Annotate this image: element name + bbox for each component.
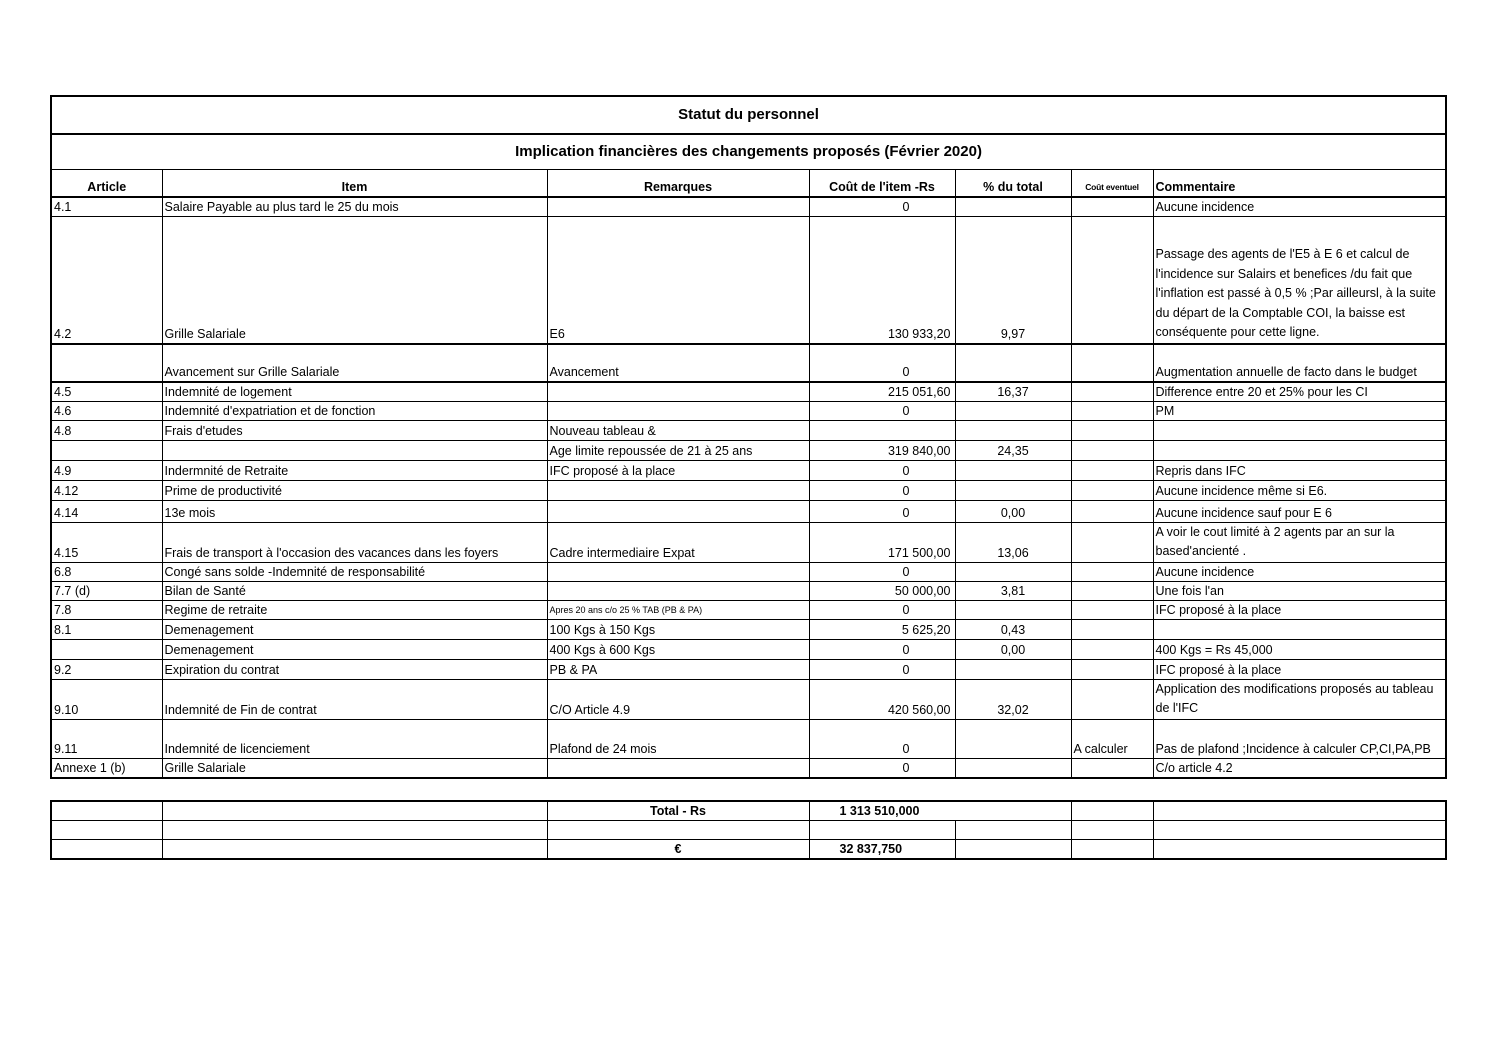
cell-pct: 24,35 [955, 440, 1071, 460]
cell-eventuel [1071, 522, 1153, 562]
cell-commentaire: Application des modifications proposés au tableau de l'IFC [1153, 679, 1446, 719]
cell-remarques: Plafond de 24 mois [547, 719, 809, 758]
header-pct: % du total [955, 170, 1071, 198]
cell-cout: 0 [809, 719, 955, 758]
header-remarques: Remarques [547, 170, 809, 198]
cell-remarques [547, 758, 809, 778]
cell-article [51, 440, 162, 460]
cell-cout: 5 625,20 [809, 619, 955, 639]
cell-cout: 0 [809, 600, 955, 619]
cell-cout: 171 500,00 [809, 522, 955, 562]
cell-remarques [547, 581, 809, 600]
cell-cout: 0 [809, 480, 955, 500]
cell-cout: 0 [809, 401, 955, 420]
cell-item: Expiration du contrat [162, 659, 547, 679]
cell-article [51, 639, 162, 659]
table-row [51, 600, 1446, 619]
cell-item: Indemnité de Fin de contrat [162, 679, 547, 719]
cell-cout: 420 560,00 [809, 679, 955, 719]
cell-pct: 9,97 [955, 217, 1071, 344]
cell-article: 4.6 [51, 401, 162, 420]
cell-commentaire: A voir le cout limité à 2 agents par an sur la based'ancienté . [1153, 522, 1446, 562]
cell-item: Grille Salariale [162, 217, 547, 344]
table-row [51, 217, 1446, 344]
table-row [51, 619, 1446, 639]
cell-pct: 32,02 [955, 679, 1071, 719]
header-article: Article [51, 170, 162, 198]
cell-eventuel [1071, 217, 1153, 344]
table-row [51, 522, 1446, 562]
cell-eventuel [1071, 500, 1153, 522]
cell-item: Bilan de Santé [162, 581, 547, 600]
cell-pct [955, 197, 1071, 217]
cell-commentaire: IFC proposé à la place [1153, 659, 1446, 679]
cell-pct [955, 719, 1071, 758]
cell-eventuel [1071, 581, 1153, 600]
cell-pct [955, 758, 1071, 778]
page-subtitle: Implication financières des changements proposés (Février 2020) [51, 134, 1446, 170]
cell-eventuel [1071, 639, 1153, 659]
cell-item: Prime de productivité [162, 480, 547, 500]
table-row [51, 480, 1446, 500]
cell-article [51, 344, 162, 382]
cell-item: Demenagement [162, 619, 547, 639]
cell-eventuel [1071, 619, 1153, 639]
cell-cout [809, 420, 955, 440]
cell-commentaire: PM [1153, 401, 1446, 420]
cell-item [162, 440, 547, 460]
table-row [51, 679, 1446, 719]
cell-pct [955, 600, 1071, 619]
cell-remarques: 400 Kgs à 600 Kgs [547, 639, 809, 659]
total-rs-label: Total - Rs [547, 801, 809, 821]
cell-remarques: Avancement [547, 344, 809, 382]
cell-commentaire [1153, 440, 1446, 460]
cell-commentaire [1153, 420, 1446, 440]
cell-commentaire: Augmentation annuelle de facto dans le budget [1153, 344, 1446, 382]
page-title: Statut du personnel [51, 96, 1446, 134]
total-rs-value: 1 313 510,000 [809, 801, 1071, 821]
cell-cout: 0 [809, 344, 955, 382]
cell-article: 9.11 [51, 719, 162, 758]
cell-eventuel [1071, 382, 1153, 402]
table-row [51, 659, 1446, 679]
table-row [51, 581, 1446, 600]
cell-commentaire: C/o article 4.2 [1153, 758, 1446, 778]
cell-commentaire: Pas de plafond ;Incidence à calculer CP,CI,PA,PB [1153, 719, 1446, 758]
cell-pct [955, 344, 1071, 382]
cell-item: Salaire Payable au plus tard le 25 du mois [162, 197, 547, 217]
cell-article: 9.10 [51, 679, 162, 719]
cell-commentaire: Une fois l'an [1153, 581, 1446, 600]
table-row [51, 420, 1446, 440]
cell-commentaire: 400 Kgs = Rs 45,000 [1153, 639, 1446, 659]
cell-eventuel: A calculer [1071, 719, 1153, 758]
cost-table [50, 95, 1447, 779]
cell-item: Grille Salariale [162, 758, 547, 778]
cell-article: 4.8 [51, 420, 162, 440]
cell-commentaire: Aucune incidence [1153, 197, 1446, 217]
cell-remarques: Cadre intermediaire Expat [547, 522, 809, 562]
cell-eventuel [1071, 197, 1153, 217]
cell-cout: 50 000,00 [809, 581, 955, 600]
cell-cout: 0 [809, 659, 955, 679]
cell-commentaire: Aucune incidence sauf pour E 6 [1153, 500, 1446, 522]
cell-item: Indermnité de Retraite [162, 460, 547, 480]
cell-item: Indemnité de licenciement [162, 719, 547, 758]
cell-commentaire: Aucune incidence [1153, 562, 1446, 581]
cell-eventuel [1071, 659, 1153, 679]
total-eur-row [51, 840, 1446, 860]
cell-eventuel [1071, 440, 1153, 460]
cell-pct [955, 460, 1071, 480]
cell-article: 6.8 [51, 562, 162, 581]
cell-remarques: PB & PA [547, 659, 809, 679]
table-row [51, 639, 1446, 659]
cell-eventuel [1071, 600, 1153, 619]
cell-pct: 0,43 [955, 619, 1071, 639]
cell-article: Annexe 1 (b) [51, 758, 162, 778]
cell-eventuel [1071, 679, 1153, 719]
cell-eventuel [1071, 460, 1153, 480]
cell-article: 4.9 [51, 460, 162, 480]
cell-pct [955, 420, 1071, 440]
cell-eventuel [1071, 758, 1153, 778]
total-eur-label: € [547, 840, 809, 860]
header-item: Item [162, 170, 547, 198]
cell-remarques: IFC proposé à la place [547, 460, 809, 480]
cell-item: Indemnité de logement [162, 382, 547, 402]
cell-remarques: Age limite repoussée de 21 à 25 ans [547, 440, 809, 460]
cell-commentaire: Passage des agents de l'E5 à E 6 et calcul de l'incidence sur Salairs et benefices /du fait que l'inflation est passé à 0,5 % ;Par ailleursl, à la suite du départ de la Comptable COI, la baisse est conséquente pour cette ligne. [1153, 217, 1446, 344]
cell-item: Congé sans solde -Indemnité de responsabilité [162, 562, 547, 581]
cell-remarques [547, 500, 809, 522]
table-row [51, 382, 1446, 402]
cell-item: Demenagement [162, 639, 547, 659]
cell-pct: 16,37 [955, 382, 1071, 402]
cell-cout: 0 [809, 562, 955, 581]
table-row [51, 197, 1446, 217]
total-rs-row [51, 801, 1446, 821]
cell-eventuel [1071, 344, 1153, 382]
cell-article: 4.15 [51, 522, 162, 562]
cell-item: 13e mois [162, 500, 547, 522]
cell-remarques: 100 Kgs à 150 Kgs [547, 619, 809, 639]
cell-article: 9.2 [51, 659, 162, 679]
table-row [51, 344, 1446, 382]
cell-remarques: C/O Article 4.9 [547, 679, 809, 719]
cell-remarques [547, 562, 809, 581]
cell-eventuel [1071, 562, 1153, 581]
cell-cout: 319 840,00 [809, 440, 955, 460]
cell-remarques: E6 [547, 217, 809, 344]
cell-article: 4.14 [51, 500, 162, 522]
cell-commentaire [1153, 619, 1446, 639]
cell-cout: 215 051,60 [809, 382, 955, 402]
table-row [51, 460, 1446, 480]
table-row [51, 440, 1446, 460]
cell-eventuel [1071, 401, 1153, 420]
cell-remarques [547, 480, 809, 500]
cell-item: Avancement sur Grille Salariale [162, 344, 547, 382]
cell-pct: 0,00 [955, 639, 1071, 659]
cell-pct: 0,00 [955, 500, 1071, 522]
cell-cout: 0 [809, 639, 955, 659]
total-blank-row [51, 821, 1446, 840]
cell-item: Frais d'etudes [162, 420, 547, 440]
cell-remarques [547, 382, 809, 402]
header-commentaire: Commentaire [1153, 170, 1446, 198]
cell-cout: 130 933,20 [809, 217, 955, 344]
cell-commentaire: Difference entre 20 et 25% pour les CI [1153, 382, 1446, 402]
cell-pct [955, 401, 1071, 420]
table-row [51, 500, 1446, 522]
cell-article: 8.1 [51, 619, 162, 639]
cell-article: 4.1 [51, 197, 162, 217]
cell-commentaire: Repris dans IFC [1153, 460, 1446, 480]
table-row [51, 719, 1446, 758]
header-eventuel: Coût eventuel [1071, 170, 1153, 198]
totals-table [50, 800, 1447, 860]
cell-item: Indemnité d'expatriation et de fonction [162, 401, 547, 420]
cell-article: 4.5 [51, 382, 162, 402]
cell-remarques: Nouveau tableau & [547, 420, 809, 440]
cell-cout: 0 [809, 460, 955, 480]
cell-pct: 3,81 [955, 581, 1071, 600]
cell-pct [955, 480, 1071, 500]
cell-eventuel [1071, 480, 1153, 500]
cell-commentaire: IFC proposé à la place [1153, 600, 1446, 619]
cell-article: 7.7 (d) [51, 581, 162, 600]
cell-remarques [547, 197, 809, 217]
cell-cout: 0 [809, 758, 955, 778]
cell-pct [955, 562, 1071, 581]
cell-remarques: Apres 20 ans c/o 25 % TAB (PB & PA) [547, 600, 809, 619]
table-row [51, 562, 1446, 581]
cell-item: Regime de retraite [162, 600, 547, 619]
cell-cout: 0 [809, 197, 955, 217]
cell-cout: 0 [809, 500, 955, 522]
table-row [51, 401, 1446, 420]
header-cout: Coût de l'item -Rs [809, 170, 955, 198]
cell-pct [955, 659, 1071, 679]
cell-pct: 13,06 [955, 522, 1071, 562]
cell-article: 7.8 [51, 600, 162, 619]
cell-remarques [547, 401, 809, 420]
cell-commentaire: Aucune incidence même si E6. [1153, 480, 1446, 500]
header-row [51, 170, 1446, 198]
cell-article: 4.2 [51, 217, 162, 344]
cell-item: Frais de transport à l'occasion des vacances dans les foyers [162, 522, 547, 562]
total-eur-value: 32 837,750 [809, 840, 955, 860]
table-row [51, 758, 1446, 778]
cell-article: 4.12 [51, 480, 162, 500]
cell-eventuel [1071, 420, 1153, 440]
